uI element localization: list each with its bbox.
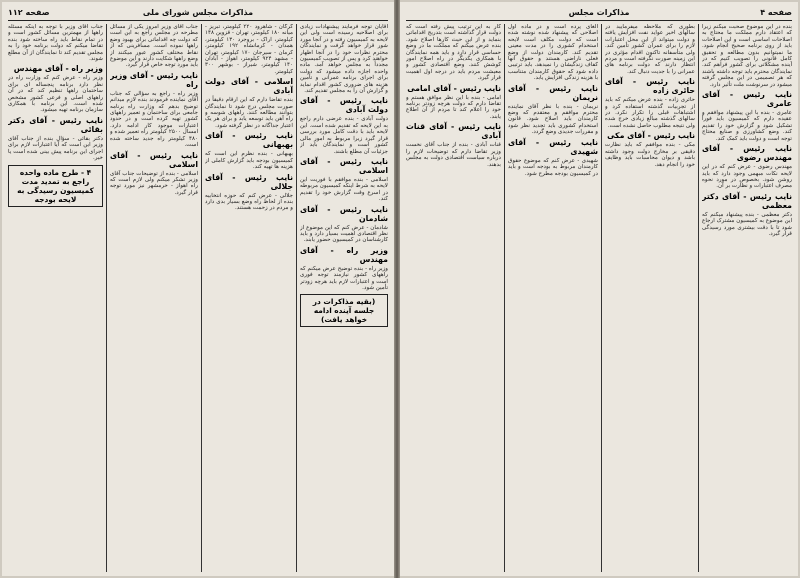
- paragraph: اسلامی - بنده موافقم با فوریت این لایحه به شرط اینکه کمیسیون مربوطه در اسرع وقت گزارش خود را تقدیم کند.: [300, 176, 388, 203]
- right-page-header: [406, 6, 792, 21]
- paragraph: مکی - بنده موافقم که باید نظارت دقیقی بر مخارج دولت وجود داشته باشد و دیوان محاسبات باید وظایف خود را انجام دهد.: [605, 142, 695, 168]
- left-col-4: [8, 24, 103, 572]
- speaker-heading: وزیر راه - آقای مهندس: [13, 64, 103, 74]
- boxed-notice: (بقیه مذاکرات در جلسه آینده ادامه خواهد یافت): [300, 294, 388, 327]
- speaker-heading: اسلامی - آقای دولت آبادی: [205, 77, 293, 96]
- speaker-heading: نایب رئیس - آقای شهیدی: [508, 137, 598, 156]
- speaker-heading: نایب رئیس - آقای امامی: [407, 83, 501, 93]
- paragraph: مهندس رضوی - عرض کنم که در این لایحه نکات مبهمی وجود دارد که باید روشن شود. بخصوص در مورد نحوه مصرف اعتبارات و نظارت بر آن.: [702, 164, 792, 190]
- paragraph: شادمان - عرض کنم که این موضوع از نظر اقتصادی اهمیت بسیار دارد و باید کارشناسان در کمیسیون حضور یابند.: [300, 224, 388, 244]
- boxed-agenda-item: ۴ - طرح ماده واحده راجع به تمدید مدت کمیسیون رسیدگی به لایحه بودجه: [8, 165, 103, 207]
- speaker-heading: نایب رئیس - آقای نریمان: [508, 83, 598, 102]
- speaker-heading: وزیر راه - آقای مهندس: [300, 245, 388, 264]
- speaker-heading: نایب رئیس - آقای دکتر بقائی: [8, 115, 103, 134]
- column-rule: [201, 24, 202, 572]
- paragraph: آقایان توجه فرمایند پیشنهادات زیادی برای اصلاحیه رسیده است ولی این لایحه به کمیسیون رفته و در آنجا مورد شور قرار خواهد گرفت و نمایندگان محترم نظرات خود را در آنجا اظهار خواهند کرد و پس از تصویب کمیسیون مجدداً به مجلس خواهد آمد. ماده واحده اجازه داده میشود که دولت برای اجرای برنامه عمرانی و تأمین هزینه های ضروری کشور اقدام نماید و گزارش آن را به مجلس تقدیم کند.: [300, 24, 388, 95]
- right-page-number: صفحه ۴: [760, 8, 792, 17]
- speaker-heading: نایب رئیس - آقای بهبهانی: [205, 131, 293, 150]
- paragraph: عامری - بنده با این پیشنهاد موافقم و عقیده دارم که کمیسیون باید فوراً تشکیل شود و گزارش خود را تقدیم کند. وضع کشاورزی و صنایع محتاج توجه است و دولت باید کمک کند.: [702, 110, 792, 142]
- column-rule: [106, 24, 107, 572]
- column-rule: [296, 24, 297, 572]
- right-col-3: [508, 24, 598, 572]
- right-col-4: [406, 24, 501, 572]
- right-col-1: [702, 24, 792, 572]
- left-page-number: صفحه ۱۱۲: [8, 8, 50, 17]
- paragraph: الغای پرده است و در ماده اول اصلاحی که پیشنهاد شده نوشته شده است که دولت مکلف است لایحه استخدام کشوری را در مدت معینی تقدیم کند. کارمندان دولت از وضع فعلی ناراضی هستند و حقوق آنها کفاف زندگیشان را نمیدهد. باید ترتیبی داده شود که حقوق کارمندان متناسب با هزینه زندگی افزایش یابد.: [508, 24, 598, 82]
- speaker-heading: نایب رئیس - آقای وزیر راه: [110, 70, 198, 89]
- paragraph: بهبهانی - بنده نظرم این است که کمیسیون بودجه باید گزارش کاملی از هزینه ها تهیه کند.: [205, 151, 293, 171]
- left-page-header: [8, 6, 388, 21]
- speaker-heading: نایب رئیس - آقای شادمان: [300, 204, 388, 223]
- paragraph: وزیر راه - راجع به سؤالی که جناب آقای نماینده فرمودند بنده لازم میدانم توضیح بدهم که وزارت راه برنامه جامعی برای ساختمان و تعمیر راههای کشور تهیه کرده است و در حدود اعتبارات موجود کار ادامه دارد. امسال ۲۵۰۰ کیلومتر راه تعمیر شده و ۴۸۰ کیلومتر راه جدید ساخته شده است.: [110, 90, 198, 149]
- paragraph: جناب آقای وزیر امروز یکی از مسائل مطرحه در مجلس راجع به این است که دولت چه اقداماتی برای بهبود وضع راهها نموده است. مسافرینی که از نقاط مختلف کشور عبور میکنند از وضع راهها شکایت دارند و این موضوع باید مورد توجه خاص قرار گیرد.: [110, 24, 198, 69]
- paragraph: وزیر راه - بنده توضیح عرض میکنم که راههای کشور نیازمند توجه فوری است و اعتبارات لازم باید هرچه زودتر تأمین شود.: [300, 265, 388, 291]
- paragraph: بطوری که ملاحظه میفرمایید در سالهای اخیر عواید نفت افزایش یافته و دولت میتواند از این محل اعتبارات لازم را برای عمران کشور تأمین کند. ولی متأسفانه تاکنون اقدام مؤثری در این زمینه صورت نگرفته است و مردم انتظار دارند که دولت برنامه های عمرانی را با جدیت دنبال کند.: [605, 24, 695, 75]
- paragraph: دکتر بقائی - سؤال بنده از جناب آقای وزیر این است که آیا اعتبارات لازم برای اجرای این برنامه پیش بینی شده است یا خیر.: [8, 135, 103, 162]
- left-page: [2, 2, 394, 576]
- paragraph: کار به این ترتیب پیش رفته است که دولت قرار گذاشته است بتدریج اقداماتی بنماید و از این حیث کارها اصلاح شود. بنده عرض میکنم که مملکت ما در وضع حساسی قرار دارد و باید همه نمایندگان با همکاری یکدیگر در راه اصلاح امور کوشش کنند. وضع اقتصادی کشور و معیشت مردم باید در درجه اول اهمیت قرار گیرد.: [406, 24, 501, 82]
- paragraph: جناب آقای وزیر با توجه به اینکه مسئله راهها از مهمترین مسائل کشور است و در تمام نقاط باید راه ساخته شود بنده تقاضا میکنم که دولت برنامه خود را به مجلس تقدیم کند تا نمایندگان از آن مطلع شوند.: [8, 24, 103, 63]
- paragraph: بنده در این موضوع صحبت میکنم زیرا که اعتقاد دارم مملکت ما محتاج به اصلاحات اساسی است و این اصلاحات باید از روی برنامه صحیح انجام شود. ما نمیتوانیم بدون مطالعه و تحقیق کامل قانونی را تصویب کنیم که در آینده مشکلاتی برای کشور فراهم کند. نمایندگان محترم باید توجه داشته باشند که هر تصمیمی در این مجلس گرفته میشود در سرنوشت ملت تأثیر دارد.: [702, 24, 792, 88]
- speaker-heading: نایب رئیس - آقای دولت آبادی: [300, 96, 388, 115]
- speaker-heading: نایب رئیس - آقای اسلامی: [300, 156, 388, 175]
- left-running-title: مذاکرات مجلس شورای ملی: [142, 8, 254, 17]
- speaker-heading: نایب رئیس - آقای قنات آبادی: [406, 122, 501, 141]
- speaker-heading: نایب رئیس - آقای حائری زاده: [605, 77, 695, 96]
- paragraph: وزیر راه - عرض کنم که وزارت راه در نظر دارد برنامه پنجساله ای برای ساختمان راهها تنظیم کند که در آن راههای اصلی و فرعی کشور مشخص شده است. این برنامه با همکاری سازمان برنامه تهیه میشود.: [8, 75, 103, 114]
- speaker-heading: نایب رئیس - آقای اسلامی: [110, 150, 198, 169]
- right-page: [400, 2, 798, 576]
- column-rule: [504, 24, 505, 572]
- paragraph: قنات آبادی - بنده از جناب آقای نخست وزیر تقاضا دارم که توضیحات لازم را درباره سیاست اقتصادی دولت به مجلس بدهند.: [406, 142, 501, 168]
- paragraph: دکتر معظمی - بنده پیشنهاد میکنم که این موضوع به کمیسیون مشترک ارجاع شود تا با دقت بیشتری مورد رسیدگی قرار گیرد.: [702, 211, 792, 237]
- speaker-heading: نایب رئیس - آقای مکی: [607, 131, 695, 141]
- speaker-heading: نایب رئیس - آقای دکتر معظمی: [702, 191, 792, 210]
- paragraph: بنده تقاضا دارم که این ارقام دقیقاً در صورت مجلس درج شود تا نمایندگان بتوانند مطالعه کنند. راههای شوسه و راه آهن باید توسعه یابد و برای هر یک اعتبار جداگانه در نظر گرفته شود.: [205, 97, 293, 129]
- column-rule: [601, 24, 602, 572]
- right-running-title: مذاکرات مجلس: [568, 8, 630, 17]
- paragraph: گرگان - شاهرود ۲۲۰ کیلومتر، تبریز - میانه ۱۸۰ کیلومتر، تهران - قزوین ۱۴۸ کیلومتر، اراک - بروجرد ۱۳۰ کیلومتر، همدان - کرمانشاه ۱۹۲ کیلومتر، کرمان - سیرجان ۱۷۰ کیلومتر، تهران - مشهد ۹۲۴ کیلومتر، اهواز - آبادان ۱۴۰ کیلومتر، شیراز - بوشهر ۳۰۰ کیلومتر.: [205, 24, 293, 75]
- paragraph: نریمان - بنده با نظر آقای نماینده محترم موافقم و معتقدم که وضع کارمندان باید اصلاح شود. قانون استخدام کشوری باید تجدید نظر شود و مقررات جدیدی وضع گردد.: [508, 103, 598, 136]
- paragraph: حائری زاده - بنده عرض میکنم که باید از تجربیات گذشته استفاده کرد و اشتباهات قبلی را تکرار نکرد. در سالهای گذشته مبالغ زیادی خرج شده ولی نتیجه مطلوب حاصل نشده است.: [605, 97, 695, 129]
- left-col-3: [110, 24, 198, 572]
- left-page-columns: [8, 24, 388, 572]
- left-col-1: [300, 24, 388, 572]
- right-page-columns: [406, 24, 792, 572]
- speaker-heading: نایب رئیس - آقای مهندس رضوی: [702, 144, 792, 163]
- paragraph: اسلامی - بنده از توضیحات جناب آقای وزیر تشکر میکنم ولی لازم است که راه اهواز - خرمشهر نیز مورد توجه قرار گیرد.: [110, 170, 198, 196]
- speaker-heading: نایب رئیس - آقای جلالی: [205, 172, 293, 191]
- left-col-2: [205, 24, 293, 572]
- right-col-2: [605, 24, 695, 572]
- column-rule: [698, 24, 699, 572]
- paragraph: شهیدی - عرض کنم که موضوع حقوق کارمندان مربوط به بودجه است و باید در کمیسیون بودجه مطرح شود.: [508, 157, 598, 177]
- paragraph: امامی - بنده با این نظر موافق هستم و تقاضا دارم که دولت هرچه زودتر برنامه خود را اعلام کند تا مردم از آن اطلاع یابند.: [406, 94, 501, 120]
- paragraph: جلالی - عرض کنم که حوزه انتخابیه بنده از لحاظ راه وضع بسیار بدی دارد و مردم در زحمت هستند.: [205, 192, 293, 212]
- paragraph: دولت آبادی - بنده عرضی دارم راجع به این لایحه که تقدیم شده است. این لایحه باید با دقت کامل مورد بررسی قرار گیرد زیرا مربوط به امور مالی کشور است و نمایندگان باید از جزئیات آن مطلع باشند.: [300, 116, 388, 155]
- speaker-heading: نایب رئیس - آقای عامری: [702, 90, 792, 109]
